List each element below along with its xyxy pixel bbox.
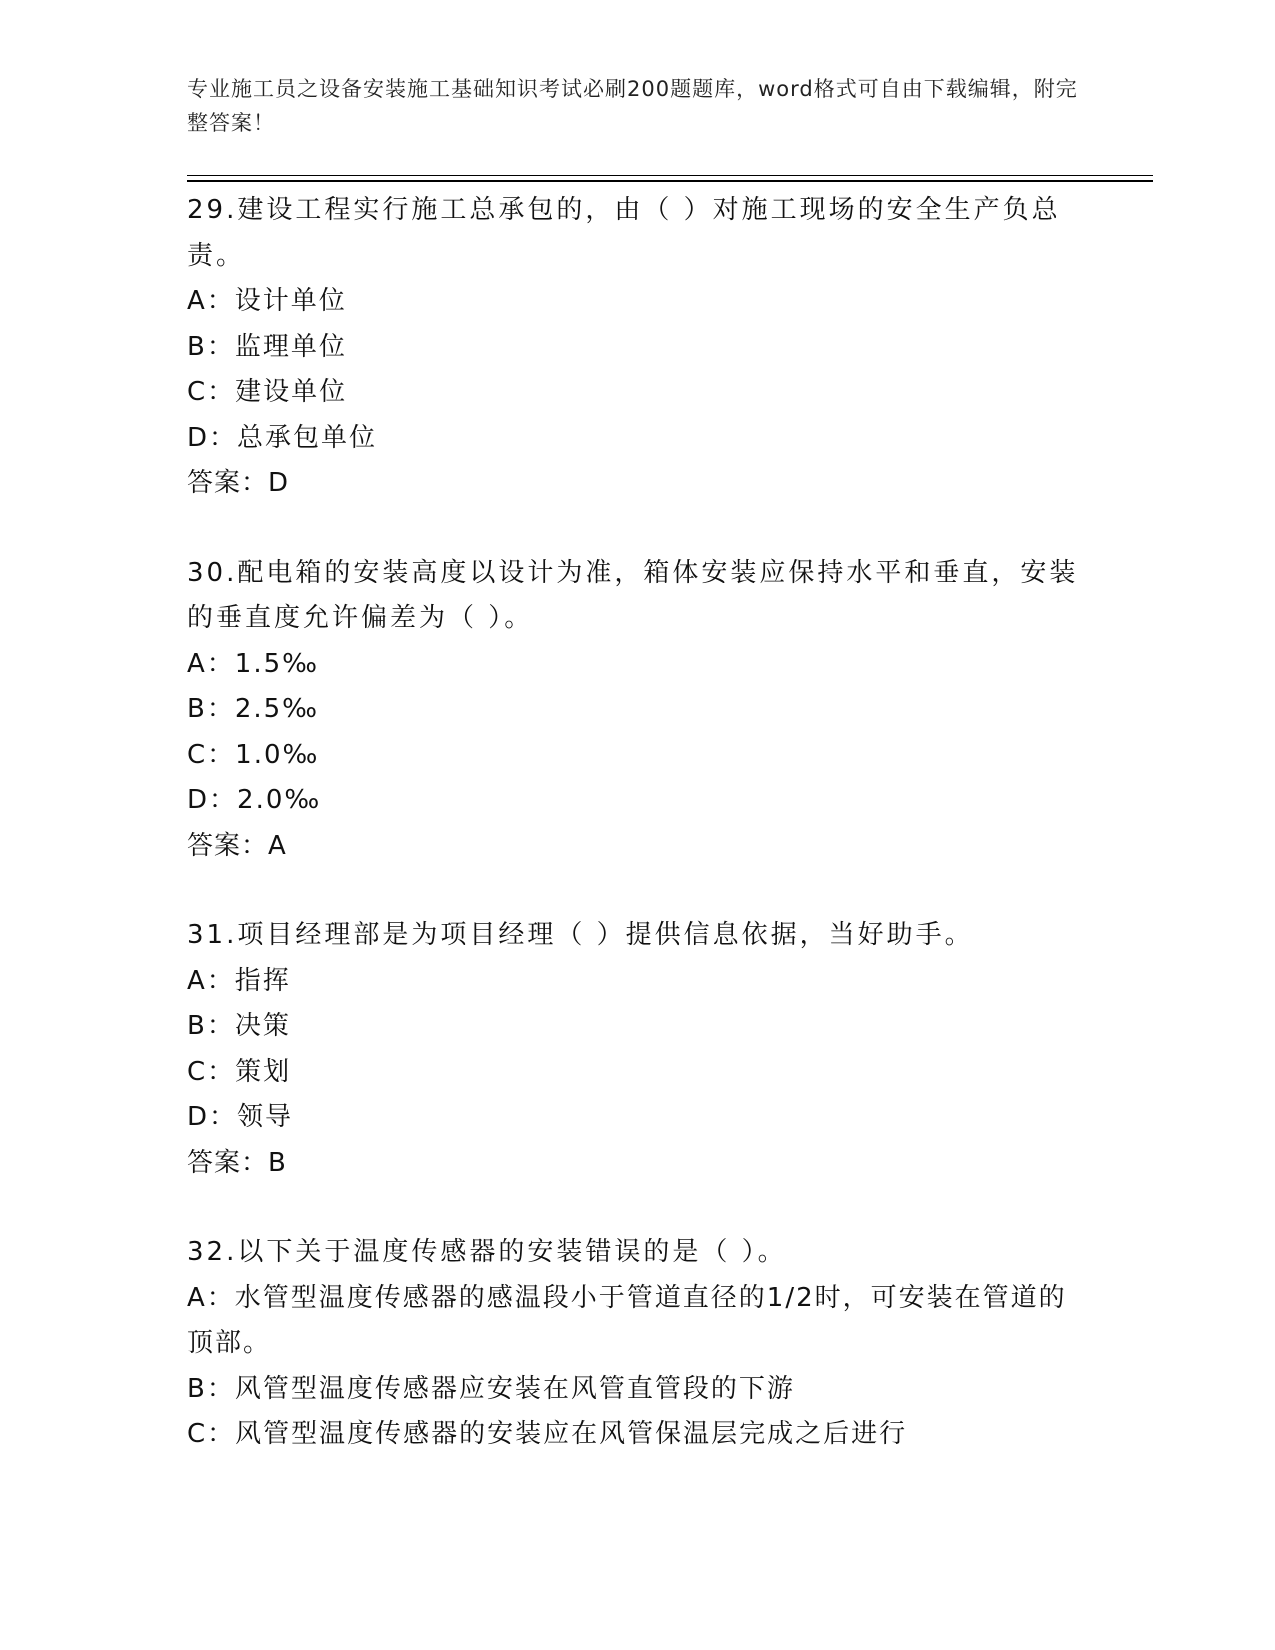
option-b: B：监理单位 <box>187 331 347 362</box>
option-c: C：1.0‰ <box>187 739 320 770</box>
question-stem: 30.配电箱的安装高度以设计为准，箱体安装应保持水平和垂直，安装的垂直度允许偏差为（ ）。 <box>187 557 1079 633</box>
option-d: D：领导 <box>187 1102 294 1132</box>
question-stem: 31.项目经理部是为项目经理（ ）提供信息依据，当好助手。 <box>187 920 974 950</box>
option-c: C：策划 <box>187 1056 292 1087</box>
question-stem: 32.以下关于温度传感器的安装错误的是（ ）。 <box>187 1237 787 1267</box>
option-b: B：风管型温度传感器应安装在风管直管段的下游 <box>187 1373 795 1404</box>
question-32 <box>187 1230 1087 1458</box>
answer-line: 答案：B <box>187 1147 287 1178</box>
option-d: D：总承包单位 <box>187 422 378 453</box>
option-a: A：指挥 <box>187 965 291 996</box>
option-d: D：2.0‰ <box>187 785 322 815</box>
option-c: C：建设单位 <box>187 377 348 407</box>
option-a: A：水管型温度传感器的感温段小于管道直径的1/2时，可安装在管道的顶部。 <box>187 1282 1067 1358</box>
header-divider-thin <box>187 175 1153 176</box>
question-30 <box>187 551 1087 870</box>
document-header: 专业施工员之设备安装施工基础知识考试必刷200题题库，word格式可自由下载编辑，附完整答案！ <box>187 77 1078 135</box>
option-a: A：设计单位 <box>187 286 347 316</box>
answer-line: 答案：D <box>187 468 290 498</box>
answer-line: 答案：A <box>187 830 287 861</box>
option-c: C：风管型温度传感器的安装应在风管保温层完成之后进行 <box>187 1419 908 1449</box>
option-a: A：1.5‰ <box>187 648 320 679</box>
header-divider-thick <box>187 180 1153 182</box>
question-29 <box>187 188 1087 507</box>
option-b: B：2.5‰ <box>187 694 320 724</box>
question-list <box>187 188 1087 1502</box>
question-stem: 29.建设工程实行施工总承包的，由（ ）对施工现场的安全生产负总责。 <box>187 195 1061 271</box>
question-31 <box>187 913 1087 1186</box>
option-b: B：决策 <box>187 1011 291 1041</box>
